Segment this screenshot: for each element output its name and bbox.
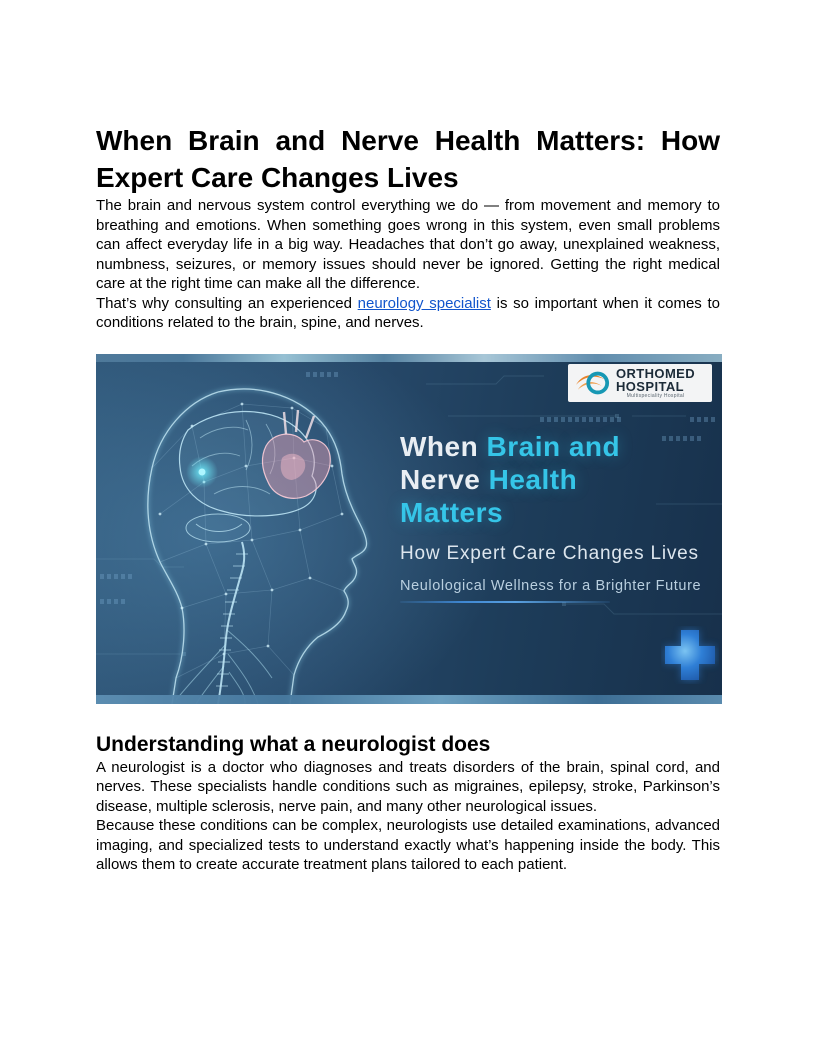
- hero-subtitle: How Expert Care Changes Lives: [400, 542, 699, 564]
- link-paragraph-before: That’s why consulting an experienced: [96, 294, 358, 312]
- document-title: When Brain and Nerve Health Matters: How Expert Care Changes Lives: [96, 125, 720, 193]
- link-paragraph: [96, 294, 720, 333]
- hero-bottom-strip: [96, 695, 722, 704]
- accent-underline: [400, 601, 610, 603]
- logo-name-line1: ORTHOMED: [616, 365, 696, 381]
- hero-headline-line3: [400, 496, 701, 529]
- hero-text-block: [400, 430, 701, 603]
- hero-headline-line2: [400, 463, 701, 496]
- complex-conditions-paragraph: Because these conditions can be complex, neurologists use detailed examinations, advanced imaging, and specialized tests to understand exactly what’s happening inside the body. This allows them to create accurate treatment plans tailored to each patient.: [96, 817, 720, 873]
- headline-cyan-1: Brain and: [486, 430, 621, 462]
- neurology-specialist-link[interactable]: neurology specialist: [357, 294, 491, 312]
- hero-banner-image: [96, 354, 722, 704]
- logo-text: [616, 367, 695, 399]
- intro-paragraph: The brain and nervous system control everything we do — from movement and memory to breathing and emotions. When something goes wrong in this system, even small problems can affect everyday life in a big way. Headaches that don’t go away, unexplained weakness, numbness, seizures, or memory issues should never be ignored. Getting the right medical care at the right time can make all the difference.: [96, 197, 720, 292]
- medical-plus-icon: [661, 626, 719, 684]
- hero-top-strip: [96, 354, 722, 362]
- hospital-logo: [568, 364, 712, 402]
- hero-tagline: Neulological Wellness for a Brighter Future: [400, 577, 702, 594]
- hero-headline-line1: [400, 430, 701, 463]
- logo-tagline: Multispeciality Hospital: [626, 392, 685, 399]
- headline-white-2: Nerve: [400, 463, 489, 495]
- logo-name-line2: HOSPITAL: [616, 378, 684, 394]
- headline-cyan-3: Matters: [400, 496, 504, 528]
- headline-white-1: When: [400, 430, 487, 462]
- neurologist-paragraph: A neurologist is a doctor who diagnoses and treats disorders of the brain, spinal cord, and nerves. These specialists handle conditions such as migraines, epilepsy, stroke, Parkinson’s disease, multiple sclerosis, nerve pain, and many other neurological issues.: [96, 758, 720, 815]
- head-wireframe-illustration: [96, 354, 426, 704]
- link-paragraph-after: is so important when it comes to conditions related to the brain, spine, and nerves.: [96, 294, 720, 331]
- section-heading: Understanding what a neurologist does: [96, 732, 491, 756]
- headline-cyan-2: Health: [488, 463, 578, 495]
- logo-mark-icon: [574, 366, 612, 400]
